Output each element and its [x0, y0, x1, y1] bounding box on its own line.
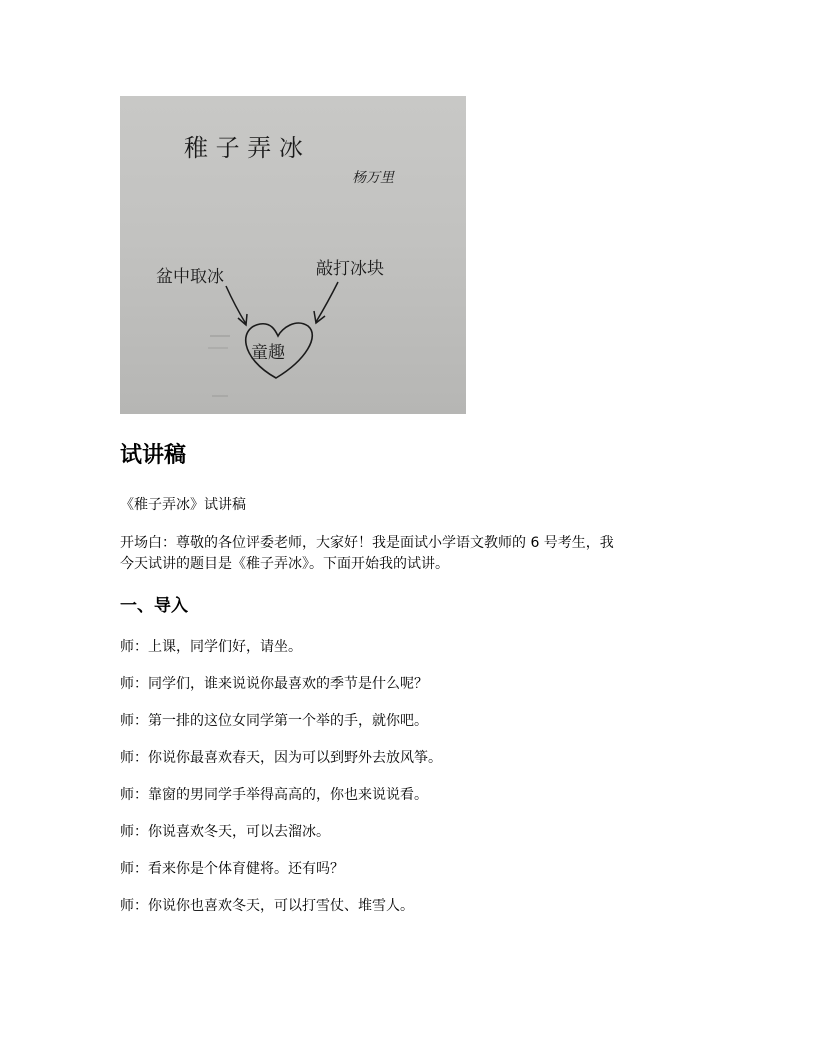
left-branch-label: 盆中取冰: [156, 267, 224, 287]
opening-paragraph-line1: 开场白：尊敬的各位评委老师，大家好！我是面试小学语文教师的 6 号考生，我: [120, 535, 614, 551]
dialogue-line: 师：看来你是个体育健将。还有吗？: [120, 861, 344, 877]
heart-label: 童趣: [251, 343, 285, 363]
dialogue-line: 师：同学们，谁来说说你最喜欢的季节是什么呢？: [120, 676, 428, 692]
right-arrow: [316, 282, 338, 322]
handwritten-mindmap-image: [120, 96, 466, 414]
mindmap-drawing: [120, 96, 466, 414]
image-title: 稚 子 弄 冰: [184, 134, 303, 162]
right-branch-label: 敲打冰块: [316, 259, 384, 279]
section-heading-intro: 一、导入: [120, 596, 188, 616]
dialogue-line: 师：第一排的这位女同学第一个举的手，就你吧。: [120, 713, 428, 729]
document-subtitle: 《稚子弄冰》试讲稿: [120, 497, 246, 513]
dialogue-line: 师：靠窗的男同学手举得高高的，你也来说说看。: [120, 787, 428, 803]
image-author: 杨万里: [352, 170, 394, 186]
document-heading: 试讲稿: [120, 443, 187, 468]
left-arrow: [226, 286, 246, 324]
dialogue-line: 师：你说喜欢冬天，可以去溜冰。: [120, 824, 330, 840]
dialogue-line: 师：你说你最喜欢春天，因为可以到野外去放风筝。: [120, 750, 442, 766]
dialogue-line: 师：上课，同学们好，请坐。: [120, 639, 302, 655]
opening-paragraph-line2: 今天试讲的题目是《稚子弄冰》。下面开始我的试讲。: [120, 556, 449, 572]
dialogue-line: 师：你说你也喜欢冬天，可以打雪仗、堆雪人。: [120, 898, 414, 914]
